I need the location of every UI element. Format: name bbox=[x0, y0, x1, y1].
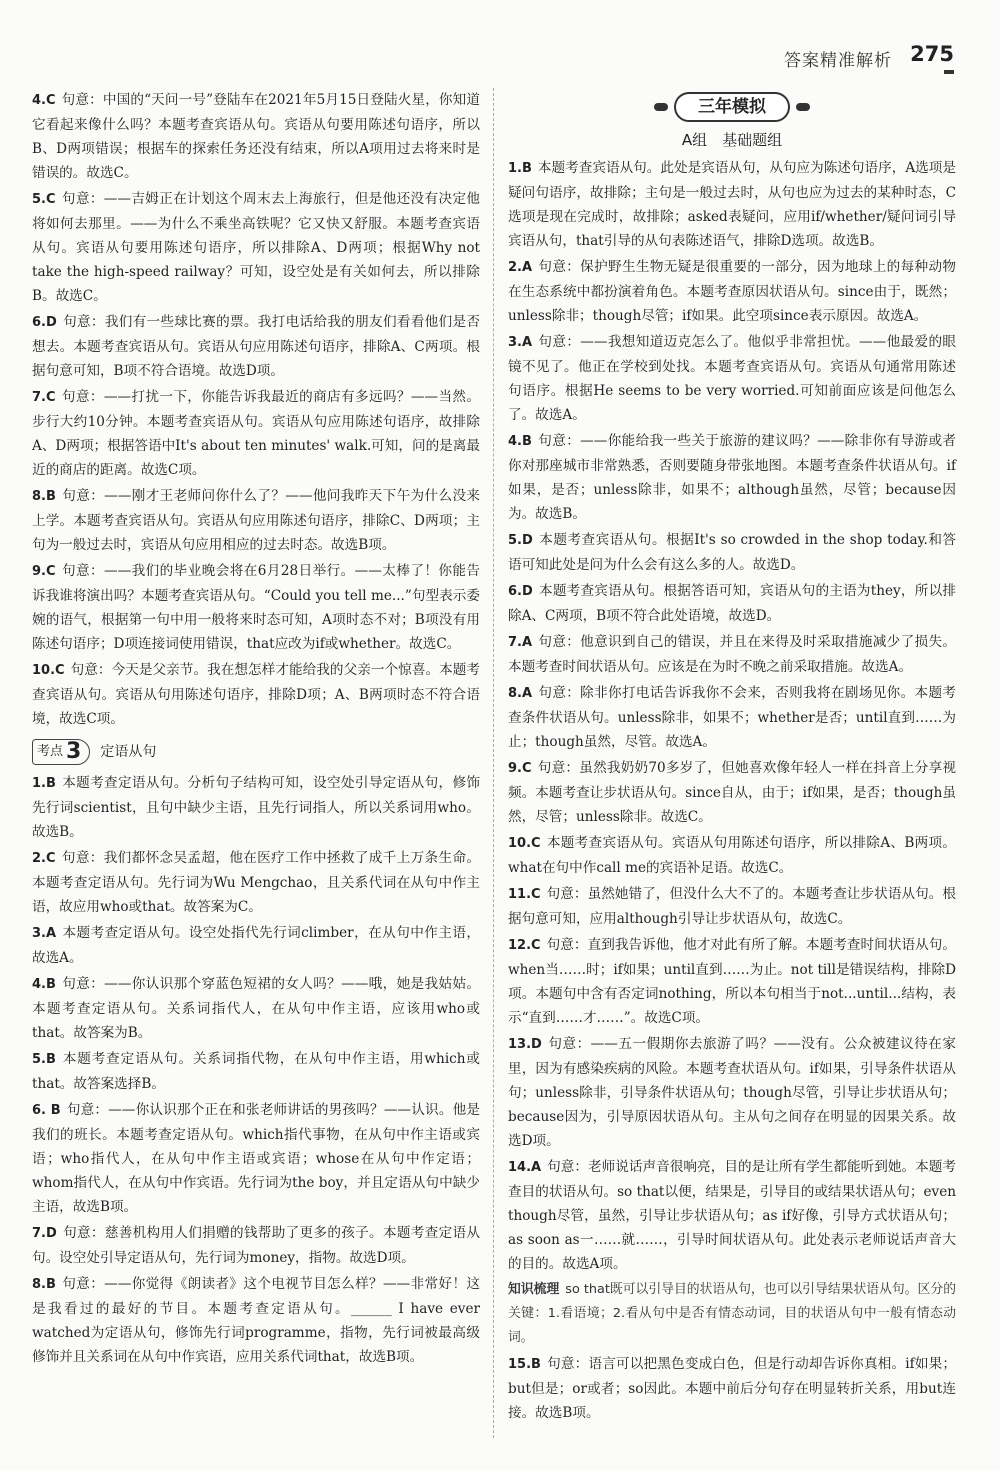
answer-text: 句意：——我想知道迈克怎么了。他似乎非常担忧。——他最爱的眼镜不见了。他正在学校到处找。本题考查宾语从句。宾语从句通常用陈述句语序。根据He seems to be very worried.可知前面应该是问他怎么了。故选A。 bbox=[508, 334, 956, 423]
answer-text: 句意：虽然她错了，但没什么大不了的。本题考查让步状语从句。根据句意可知，应用although引导让步状语从句，故选C。 bbox=[508, 886, 956, 927]
answer-number: 5.C bbox=[32, 192, 56, 207]
right-column bbox=[508, 88, 956, 1427]
answer-item bbox=[32, 385, 480, 482]
answer-text: 句意：除非你打电话告诉我你不会来，否则我将在剧场见你。本题考查条件状语从句。unless除非，如果不；whether是否；until直到……为止；though虽然，尽管。故选A。 bbox=[508, 685, 956, 750]
banner-title: 三年模拟 bbox=[674, 92, 790, 122]
answer-number: 1.B bbox=[32, 776, 56, 791]
answer-item bbox=[508, 255, 956, 328]
kaodian-heading bbox=[32, 739, 480, 765]
answer-number: 7.C bbox=[32, 390, 56, 405]
section-banner bbox=[508, 90, 956, 124]
answer-text: 句意：——五一假期你去旅游了吗？——没有。公众被建议待在家里，因为有感染疾病的风险。本题考查状语从句。if如果，引导条件状语从句；unless除非，引导条件状语从句；though尽管，引导让步状语从句；because因为，引导原因状语从句。主从句之间存在明显的因果关系。故选D项。 bbox=[508, 1036, 956, 1149]
answer-item bbox=[32, 658, 480, 731]
kaodian-title: 定语从句 bbox=[100, 744, 157, 760]
answer-item bbox=[508, 156, 956, 253]
answer-item bbox=[508, 630, 956, 679]
answer-number: 2.C bbox=[32, 851, 56, 866]
answer-item bbox=[32, 972, 480, 1045]
answer-item bbox=[32, 88, 480, 185]
answer-number: 4.C bbox=[32, 93, 56, 108]
answer-text: 句意：——你认识那个穿蓝色短裙的女人吗？——哦，她是我姑姑。本题考查定语从句。关系词指代人，在从句中作主语，应该用who或that。故答案为B。 bbox=[32, 976, 480, 1041]
answer-number: 14.A bbox=[508, 1160, 542, 1175]
answer-item bbox=[32, 310, 480, 383]
answer-text: 句意：——打扰一下，你能告诉我最近的商店有多远吗？——当然。步行大约10分钟。本题考查宾语从句。宾语从句应用陈述句语序，故排除A、D两项；根据答语中It's about ten minutes' walk.可知，问的是离最近的商店的距离。故选C项。 bbox=[32, 389, 480, 478]
answer-text: 句意：慈善机构用人们捐赠的钱帮助了更多的孩子。本题考查定语从句。设空处引导定语从句，先行词为money，指物。故选D项。 bbox=[32, 1225, 480, 1266]
banner-decor-left bbox=[654, 103, 668, 111]
answer-text: 句意：——你认识那个正在和张老师讲话的男孩吗？——认识。他是我们的班长。本题考查定语从句。which指代事物，在从句中作主语或宾语；who指代人，在从句中作主语或宾语；whose在从句中作定语；whom指代人，在从句中作宾语。先行词为the boy，并且定语从句中缺少主语，故选B项。 bbox=[32, 1102, 481, 1215]
kaodian-number: 3 bbox=[66, 739, 82, 764]
answer-item bbox=[508, 330, 956, 427]
answer-number: 11.C bbox=[508, 887, 541, 902]
answer-number: 4.B bbox=[508, 434, 532, 449]
answer-number: 6.D bbox=[32, 315, 57, 330]
answer-text: 句意：他意识到自己的错误，并且在来得及时采取措施减少了损失。本题考查时间状语从句。应该是在为时不晚之前采取措施。故选A。 bbox=[508, 634, 956, 675]
answer-number: 13.D bbox=[508, 1037, 542, 1052]
answer-text: 句意：保护野生生物无疑是很重要的一部分，因为地球上的每种动物在生态系统中都扮演着角色。本题考查原因状语从句。since由于，既然；unless除非；though尽管；if如果。此空项since表示原因。故选A。 bbox=[508, 259, 956, 324]
left-column bbox=[32, 88, 480, 1371]
answer-text: 本题考查定语从句。设空处指代先行词climber，在从句中作主语，故选A。 bbox=[32, 925, 480, 966]
answer-number: 2.A bbox=[508, 260, 533, 275]
banner-decor-right bbox=[796, 103, 810, 111]
answer-number: 9.C bbox=[508, 761, 532, 776]
knowledge-tip bbox=[508, 1278, 956, 1350]
answer-number: 5.B bbox=[32, 1052, 56, 1067]
answer-number: 6.D bbox=[508, 584, 533, 599]
answer-item bbox=[32, 1098, 480, 1219]
answer-text: 句意：虽然我奶奶70多岁了，但她喜欢像年轻人一样在抖音上分享视频。本题考查让步状语从句。since自从，由于；if如果，是否；though虽然，尽管；unless除非。故选C。 bbox=[508, 760, 956, 825]
answer-number: 3.A bbox=[32, 926, 57, 941]
tip-text: so that既可以引导目的状语从句，也可以引导结果状语从句。区分的关键：1.看语境；2.看从句中是否有情态动词，目的状语从句中一般有情态动词。 bbox=[508, 1282, 956, 1345]
group-title: A组 基础题组 bbox=[681, 131, 783, 149]
answer-text: 本题考查宾语从句。此处是宾语从句，从句应为陈述句语序，A选项是疑问句语序，故排除；主句是一般过去时，从句也应为过去的某种时态，C选项是现在完成时，故排除；asked表疑问，应用if/whether/疑问词引导宾语从句，that引导的从句表陈述语气，排除D选项。故选B。 bbox=[508, 160, 956, 249]
answer-text: 句意：我们都怀念吴孟超，他在医疗工作中拯救了成千上万条生命。本题考查定语从句。先行词为Wu Mengchao，且关系代词在从句中作主语，故应用who或that。故答案为C。 bbox=[32, 850, 480, 915]
tip-label: 知识梳理 bbox=[508, 1282, 560, 1297]
answer-item bbox=[32, 559, 480, 656]
answer-number: 15.B bbox=[508, 1357, 541, 1372]
answer-number: 8.B bbox=[32, 489, 56, 504]
answer-item bbox=[508, 1032, 956, 1153]
answer-text: 本题考查宾语从句。根据答语可知，宾语从句的主语为they，所以排除A、C两项，B项不符合此处语境，故选D。 bbox=[508, 583, 956, 624]
answer-text: 本题考查定语从句。分析句子结构可知，设空处引导定语从句，修饰先行词scientist，且句中缺少主语，且先行词指人，所以关系词用who。故选B。 bbox=[32, 775, 480, 840]
column-divider bbox=[493, 88, 494, 1438]
answer-number: 10.C bbox=[508, 836, 541, 851]
answer-text: 句意：今天是父亲节。我在想怎样才能给我的父亲一个惊喜。本题考查宾语从句。宾语从句用陈述句语序，排除D项；A、B两项时态不符合语境，故选C项。 bbox=[32, 662, 481, 727]
answer-text: 句意：中国的“天问一号”登陆车在2021年5月15日登陆火星，你知道它看起来像什么吗？本题考查宾语从句。宾语从句要用陈述句语序，所以B、D两项错误；根据车的探索任务还没有结束，所以A项用过去将来时是错误的。故选C。 bbox=[32, 92, 480, 181]
answer-number: 8.B bbox=[32, 1277, 56, 1292]
header-bar bbox=[944, 70, 954, 74]
answer-text: 句意：——刚才王老师问你什么了？——他问我昨天下午为什么没来上学。本题考查宾语从句。宾语从句应用陈述句语序，排除C、D两项；主句为一般过去时，宾语从句应用相应的过去时态。故选B项。 bbox=[32, 488, 480, 553]
answer-number: 12.C bbox=[508, 938, 541, 953]
answer-item bbox=[32, 1047, 480, 1096]
answer-list-4 bbox=[508, 1352, 956, 1425]
answer-number: 1.B bbox=[508, 161, 532, 176]
answer-item bbox=[32, 921, 480, 970]
answer-item bbox=[32, 1221, 480, 1270]
answer-text: 本题考查宾语从句。宾语从句用陈述句语序，所以排除A、B两项。what在句中作call me的宾语补足语。故选C。 bbox=[508, 835, 956, 876]
answer-number: 8.A bbox=[508, 686, 533, 701]
answer-item bbox=[508, 579, 956, 628]
answer-text: 本题考查定语从句。关系词指代物，在从句中作主语，用which或that。故答案选择B。 bbox=[32, 1051, 480, 1092]
answer-text: 句意：我们有一些球比赛的票。我打电话给我的朋友们看看他们是否想去。本题考查宾语从句。宾语从句应用陈述句语序，排除A、C两项。根据句意可知，B项不符合语境。故选D项。 bbox=[32, 314, 480, 379]
answer-number: 6. B bbox=[32, 1103, 61, 1118]
answer-list-1 bbox=[32, 88, 480, 731]
answer-item bbox=[32, 484, 480, 557]
answer-item bbox=[508, 681, 956, 754]
answer-item bbox=[508, 1155, 956, 1276]
kaodian-badge bbox=[32, 739, 90, 765]
answer-item bbox=[508, 933, 956, 1030]
answer-text: 本题考查宾语从句。根据It's so crowded in the shop today.和答语可知此处是问为什么会有这么多的人。故选D。 bbox=[508, 532, 956, 573]
answer-text: 句意：直到我告诉他，他才对此有所了解。本题考查时间状语从句。when当……时；if如果；until直到……为止。not till是错误结构，排除D项。本题句中含有否定词nothing，所以本句相当于not...until...结构，表示“直到……才……”。故选C项。 bbox=[508, 937, 956, 1026]
answer-item bbox=[508, 528, 956, 577]
answer-number: 9.C bbox=[32, 564, 56, 579]
answer-number: 5.D bbox=[508, 533, 533, 548]
answer-number: 10.C bbox=[32, 663, 65, 678]
page-number: 275 bbox=[910, 42, 954, 66]
answer-text: 句意：——你能给我一些关于旅游的建议吗？——除非你有导游或者你对那座城市非常熟悉，否则要随身带张地图。本题考查条件状语从句。if如果，是否；unless除非，如果不；although虽然，尽管；because因为。故选B。 bbox=[508, 433, 956, 522]
answer-number: 3.A bbox=[508, 335, 533, 350]
answer-text: 句意：——我们的毕业晚会将在6月28日举行。——太棒了！你能告诉我谁将演出吗？本题考查宾语从句。“Could you tell me...”句型表示委婉的语气，根据第一句中用一般将来时态可知，A项时态不对；B项没有用陈述句语序；D项连接词使用错误，that应改为if或whether。故选C。 bbox=[32, 563, 480, 652]
answer-list-3 bbox=[508, 156, 956, 1276]
answer-item bbox=[32, 771, 480, 844]
answer-text: 句意：——吉姆正在计划这个周末去上海旅行，但是他还没有决定他将如何去那里。——为什么不乘坐高铁呢？它又快又舒服。本题考查宾语从句。宾语从句要用陈述句语序，所以排除A、D两项；根据Why not take the high-speed railway？可知，设空处是有关如何去，所以排除B。故选C。 bbox=[32, 191, 480, 304]
answer-text: 句意：老师说话声音很响亮，目的是让所有学生都能听到她。本题考查目的状语从句。so that以便，结果是，引导目的或结果状语从句；even though尽管，虽然，引导让步状语从句；as if好像，引导方式状语从句；as soon as一……就……，引导时间状语从句。此处表示老师说话声音大的目的。故选A项。 bbox=[508, 1159, 956, 1272]
answer-item bbox=[508, 1352, 956, 1425]
kaodian-label: 考点 bbox=[37, 744, 64, 759]
answer-item bbox=[32, 846, 480, 919]
answer-item bbox=[508, 429, 956, 526]
answer-number: 4.B bbox=[32, 977, 56, 992]
answer-item bbox=[508, 831, 956, 880]
answer-item bbox=[508, 882, 956, 931]
answer-text: 句意：——你觉得《朗读者》这个电视节目怎么样？——非常好！这是我看过的最好的节目。本题考查定语从句。______ I have ever watched为定语从句，修饰先行词programme，指物，先行词被最高级修饰并且关系词在从句中作宾语，应用关系代词that，故选B项。 bbox=[32, 1276, 480, 1365]
header-title: 答案精准解析 bbox=[784, 51, 892, 71]
answer-number: 7.A bbox=[508, 635, 533, 650]
answer-text: 句意：语言可以把黑色变成白色，但是行动却告诉你真相。if如果；but但是；or或者；so因此。本题中前后分句存在明显转折关系，用but连接。故选B项。 bbox=[508, 1356, 956, 1421]
answer-item bbox=[32, 187, 480, 308]
answer-number: 7.D bbox=[32, 1226, 57, 1241]
page-header bbox=[0, 0, 1000, 82]
answer-item bbox=[32, 1272, 480, 1369]
answer-item bbox=[508, 756, 956, 829]
answer-list-2 bbox=[32, 771, 480, 1369]
